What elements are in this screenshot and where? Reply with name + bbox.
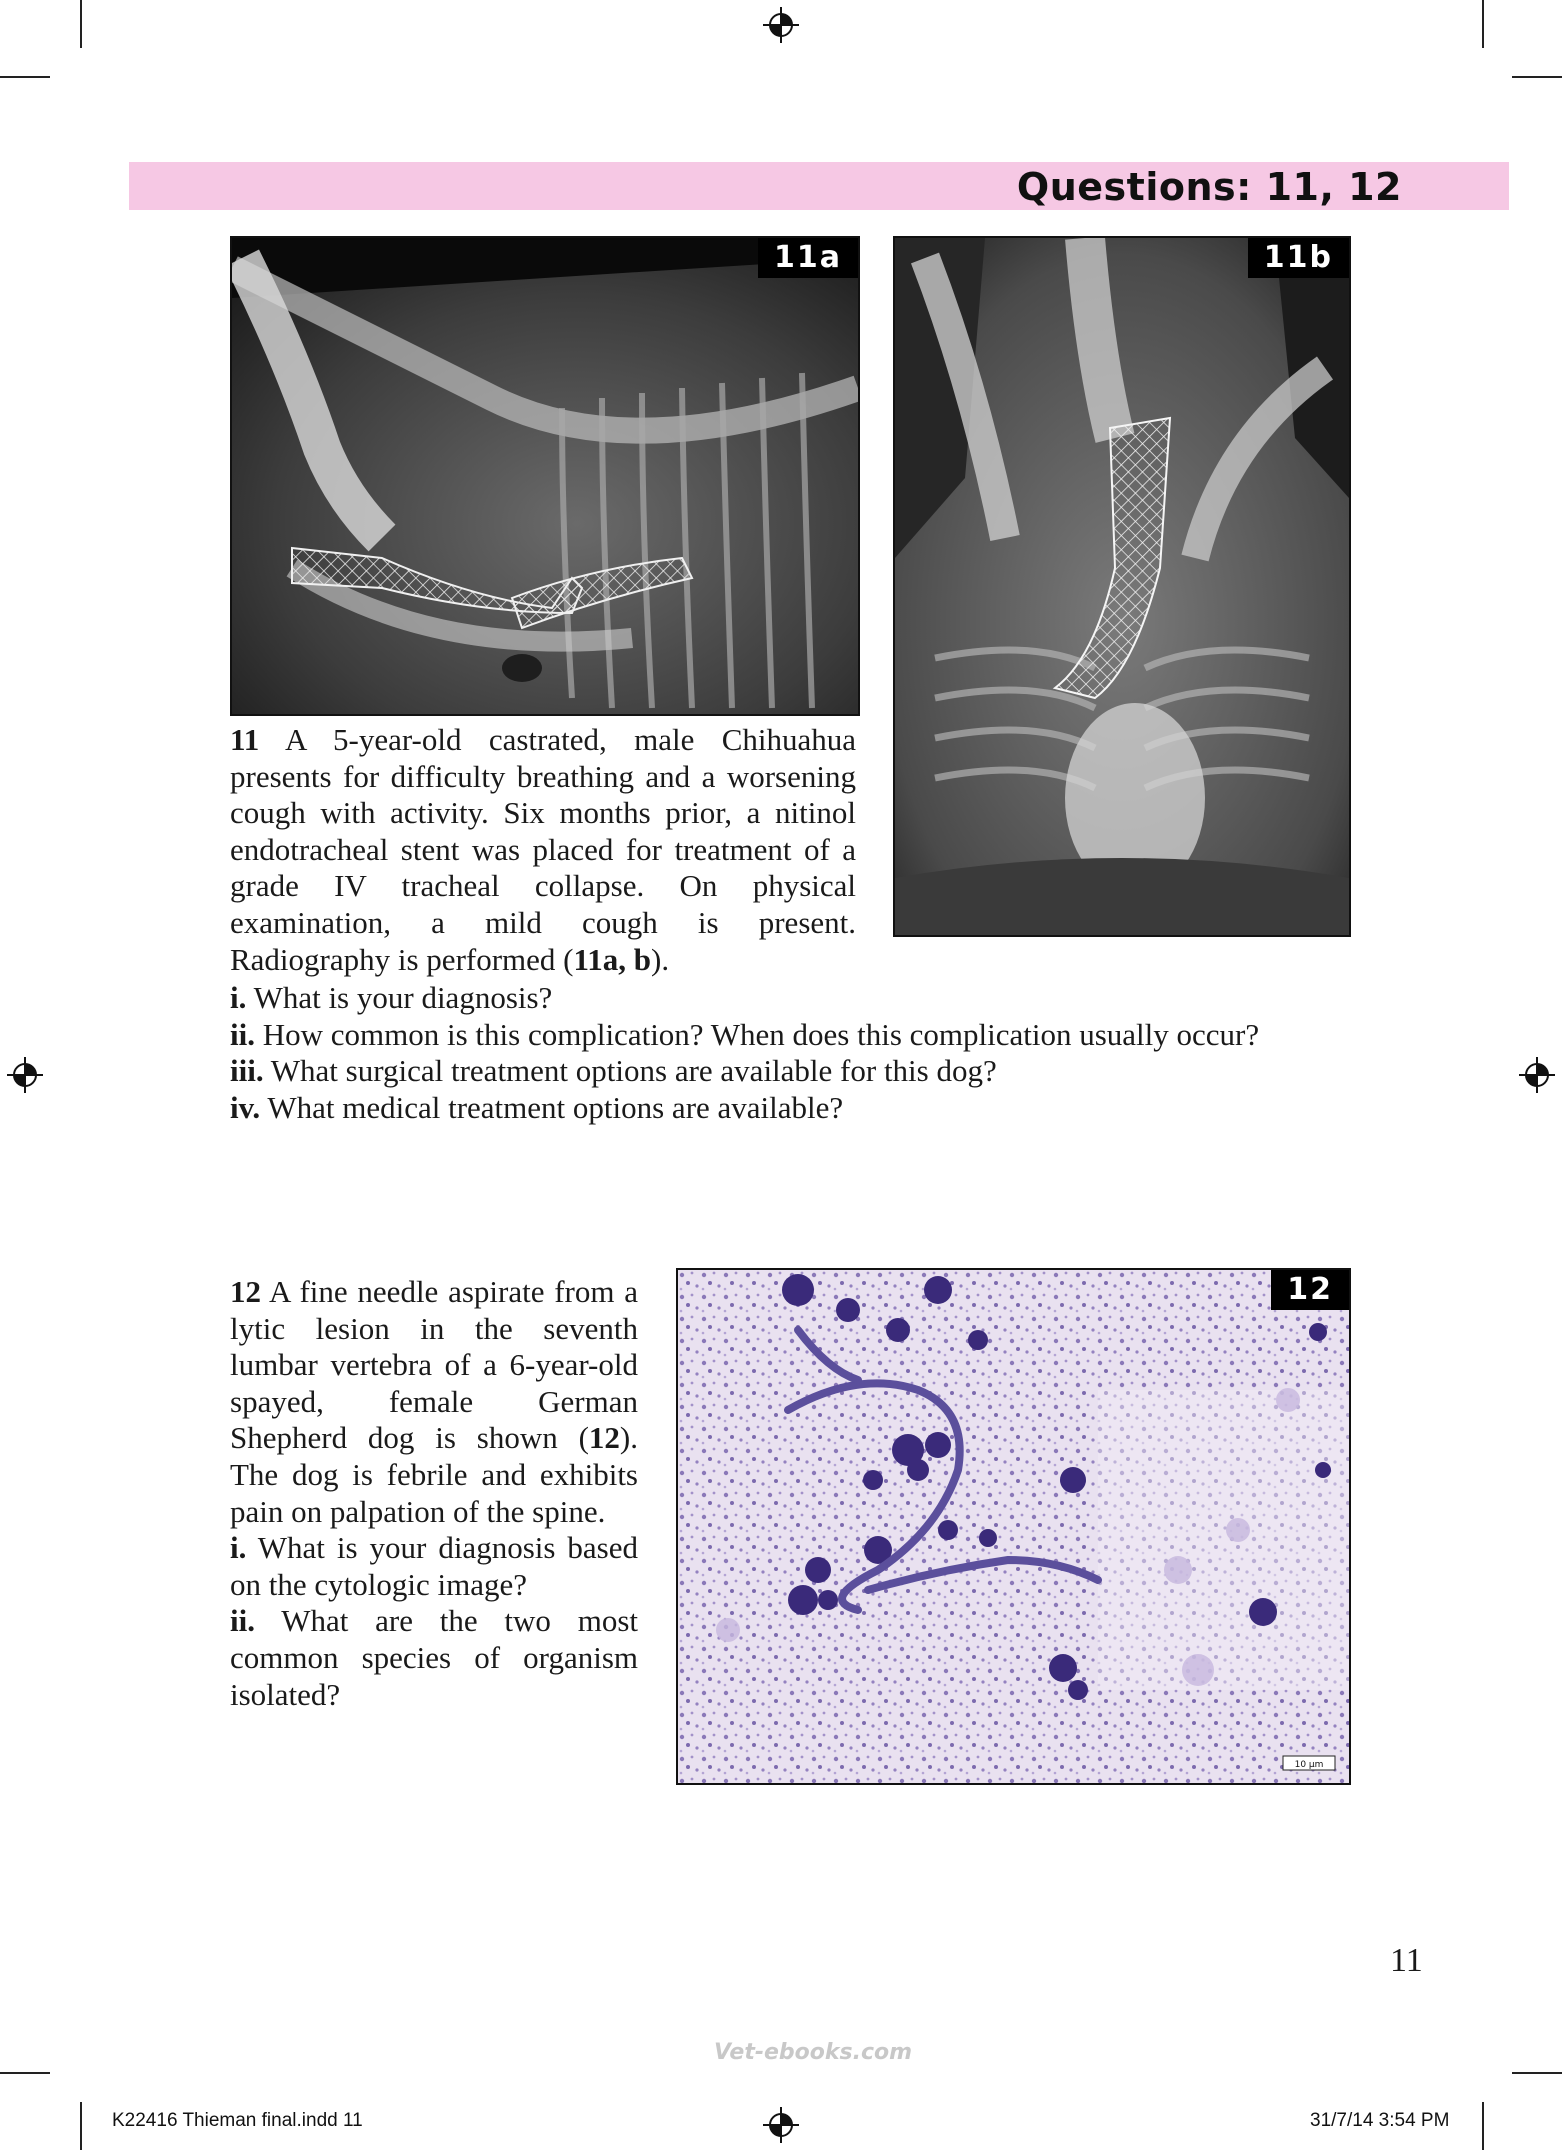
question-text: ). The dog is febrile and exhibits pain on palpation of the spine.	[230, 1420, 638, 1529]
item-number: iv.	[230, 1089, 261, 1125]
item-text: What is your diagnosis?	[246, 980, 553, 1015]
crop-mark	[1482, 2102, 1484, 2150]
item-number: i.	[230, 980, 247, 1015]
registration-mark-icon	[761, 2105, 801, 2145]
figure-12	[676, 1268, 1351, 1785]
question-text: ).	[651, 941, 670, 977]
item-text: What surgical treatment options are available for this dog?	[263, 1053, 997, 1089]
item-number: iii.	[230, 1053, 264, 1089]
question-text: A 5-year-old castrated, male Chihuahua presents for difficulty breathing and a worsening cough with activity. Six months prior, a nitinol endotracheal stent was placed for treatment of a grade IV tracheal collapse. On physical examination, a mild cough is present. Radiography is performed (	[230, 722, 856, 977]
footer-file-slug: K22416 Thieman final.indd 11	[112, 2110, 363, 2131]
list-item	[230, 1530, 638, 1603]
item-text: What medical treatment options are available?	[260, 1089, 844, 1125]
list-item	[230, 1017, 1390, 1054]
item-text: What are the two most common species of organism isolated?	[230, 1603, 638, 1712]
page-title: Questions: 11, 12	[1016, 165, 1402, 209]
radiograph-lateral-image	[232, 238, 858, 714]
figure-reference: 12	[588, 1420, 620, 1456]
item-text: What is your diagnosis based on the cytologic image?	[230, 1530, 638, 1602]
item-number: ii.	[230, 1016, 255, 1052]
registration-mark-icon	[1517, 1055, 1557, 1095]
question-text: A fine needle aspirate from a lytic lesion in the seventh lumbar vertebra of a 6-year-old spayed, female German Shepherd dog is shown (	[230, 1274, 638, 1456]
registration-mark-icon	[5, 1055, 45, 1095]
question-number: 11	[230, 722, 260, 757]
registration-mark-icon	[761, 5, 801, 45]
list-item	[230, 980, 1390, 1017]
question-11-intro	[230, 722, 856, 978]
item-text: How common is this complication? When does this complication usually occur?	[254, 1016, 1260, 1052]
item-number: ii.	[230, 1603, 255, 1639]
cytology-micrograph-image	[678, 1270, 1349, 1783]
footer-timestamp: 31/7/14 3:54 PM	[1310, 2110, 1450, 2131]
page-number: 11	[1390, 1942, 1423, 1979]
crop-mark	[0, 76, 50, 78]
figure-label: 11b	[1248, 238, 1349, 278]
crop-mark	[80, 2102, 82, 2150]
question-number: 12	[230, 1274, 261, 1309]
figure-11b	[893, 236, 1351, 937]
scale-bar-label: 10 µm	[1294, 1760, 1324, 1770]
crop-mark	[1482, 0, 1484, 48]
figure-label: 11a	[758, 238, 858, 278]
figure-label: 12	[1271, 1270, 1349, 1310]
item-number: i.	[230, 1530, 247, 1566]
list-item	[230, 1603, 638, 1713]
crop-mark	[0, 2072, 50, 2074]
radiograph-ventrodorsal-image	[895, 238, 1349, 935]
list-item	[230, 1053, 1390, 1090]
watermark: Vet-ebooks.com	[714, 2040, 913, 2065]
crop-mark	[1512, 76, 1562, 78]
crop-mark	[1512, 2072, 1562, 2074]
figure-11a	[230, 236, 860, 716]
figure-reference: 11a, b	[573, 941, 652, 977]
question-11-list	[230, 980, 1390, 1126]
list-item	[230, 1090, 1390, 1127]
question-12	[230, 1274, 638, 1713]
crop-mark	[80, 0, 82, 48]
